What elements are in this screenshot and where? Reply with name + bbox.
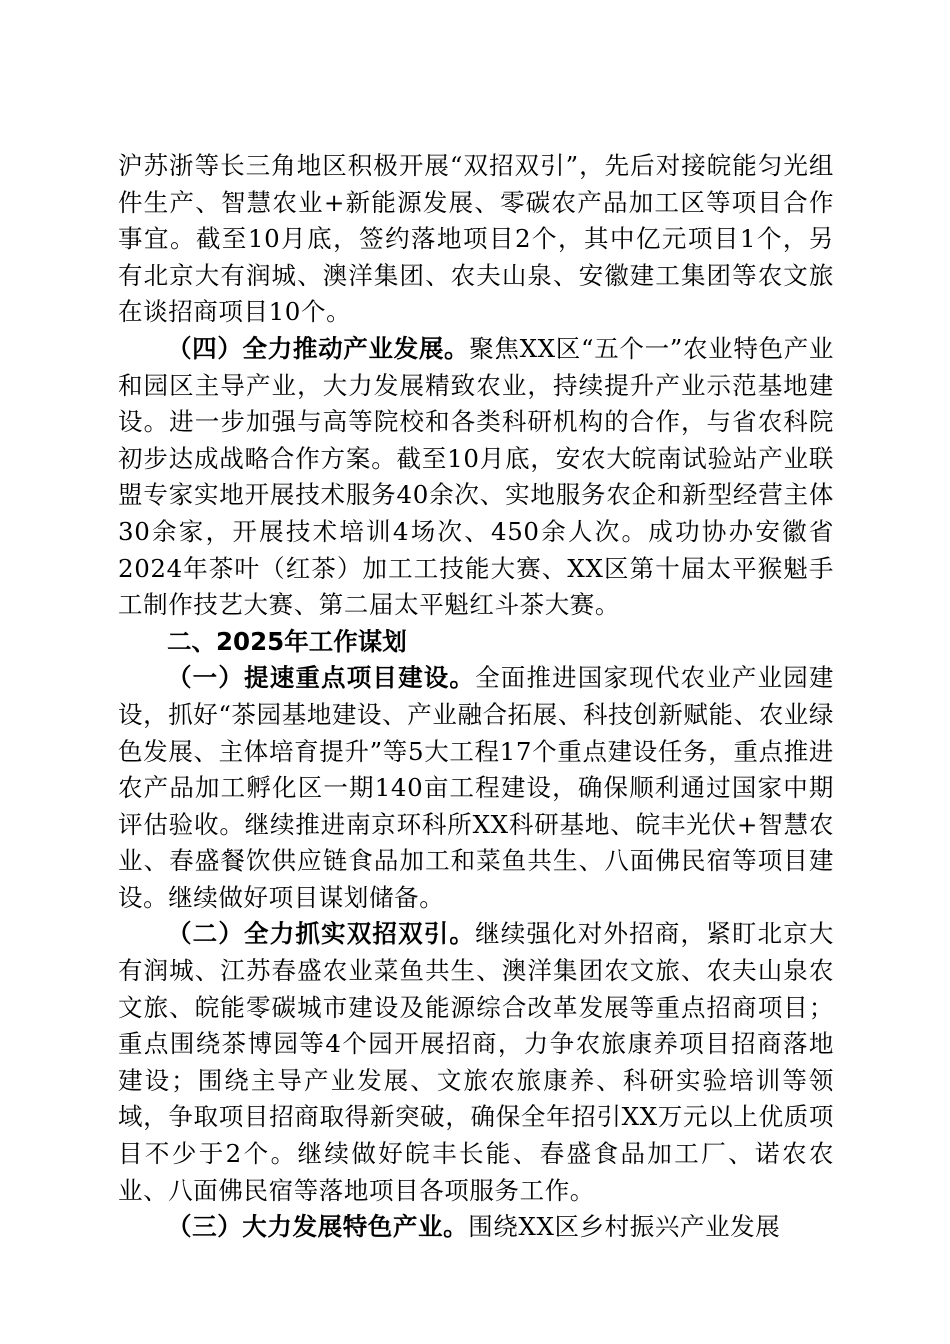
paragraph-lead: （二）全力抓实双招双引。	[167, 919, 476, 949]
paragraph-lead: （四）全力推动产业发展。	[167, 333, 470, 363]
paragraph-investment-attraction	[118, 916, 834, 1209]
paragraph-key-projects	[118, 660, 834, 916]
paragraph-text: 沪苏浙等长三角地区积极开展“双招双引”，先后对接皖能匀光组件生产、智慧农业+新能源发展、零碳农产品加工区等项目合作事宜。截至10月底，签约落地项目2个，其中亿元项目1个，另有北京大有润城、澳洋集团、农夫山泉、安徽建工集团等农文旅在谈招商项目10个。	[118, 151, 834, 327]
paragraph-lead: （三）大力发展特色产业。	[167, 1212, 469, 1242]
section-heading-text: 二、2025年工作谋划	[167, 626, 407, 656]
document-page	[118, 148, 834, 1246]
paragraph-industry-development	[118, 331, 834, 624]
section-heading-2025-plan	[118, 624, 834, 661]
paragraph-featured-industries	[118, 1209, 834, 1246]
paragraph-investment-summary	[118, 148, 834, 331]
paragraph-text: 聚焦XX区“五个一”农业特色产业和园区主导产业，大力发展精致农业，持续提升产业示范基地建设。进一步加强与高等院校和各类科研机构的合作，与省农科院初步达成战略合作方案。截至10月底，安农大皖南试验站产业联盟专家实地开展技术服务40余次、实地服务农企和新型经营主体30余家，开展技术培训4场次、450余人次。成功协办安徽省2024年茶叶（红茶）加工工技能大赛、XX区第十届太平猴魁手工制作技艺大赛、第二届太平魁红斗茶大赛。	[118, 333, 834, 620]
paragraph-text: 全面推进国家现代农业产业园建设，抓好“茶园基地建设、产业融合拓展、科技创新赋能、农业绿色发展、主体培育提升”等5大工程17个重点建设任务，重点推进农产品加工孵化区一期140亩工程建设，确保顺利通过国家中期评估验收。继续推进南京环科所XX科研基地、皖丰光伏+智慧农业、春盛餐饮供应链食品加工和菜鱼共生、八面佛民宿等项目建设。继续做好项目谋划储备。	[118, 663, 834, 912]
paragraph-lead: （一）提速重点项目建设。	[167, 663, 476, 693]
paragraph-text: 围绕XX区乡村振兴产业发展	[468, 1212, 781, 1242]
paragraph-text: 继续强化对外招商，紧盯北京大有润城、江苏春盛农业菜鱼共生、澳洋集团农文旅、农夫山泉农文旅、皖能零碳城市建设及能源综合改革发展等重点招商项目；重点围绕茶博园等4个园开展招商，力争农旅康养项目招商落地建设；围绕主导产业发展、文旅农旅康养、科研实验培训等领域，争取项目招商取得新突破，确保全年招引XX万元以上优质项目不少于2个。继续做好皖丰长能、春盛食品加工厂、诺农农业、八面佛民宿等落地项目各项服务工作。	[118, 919, 834, 1205]
